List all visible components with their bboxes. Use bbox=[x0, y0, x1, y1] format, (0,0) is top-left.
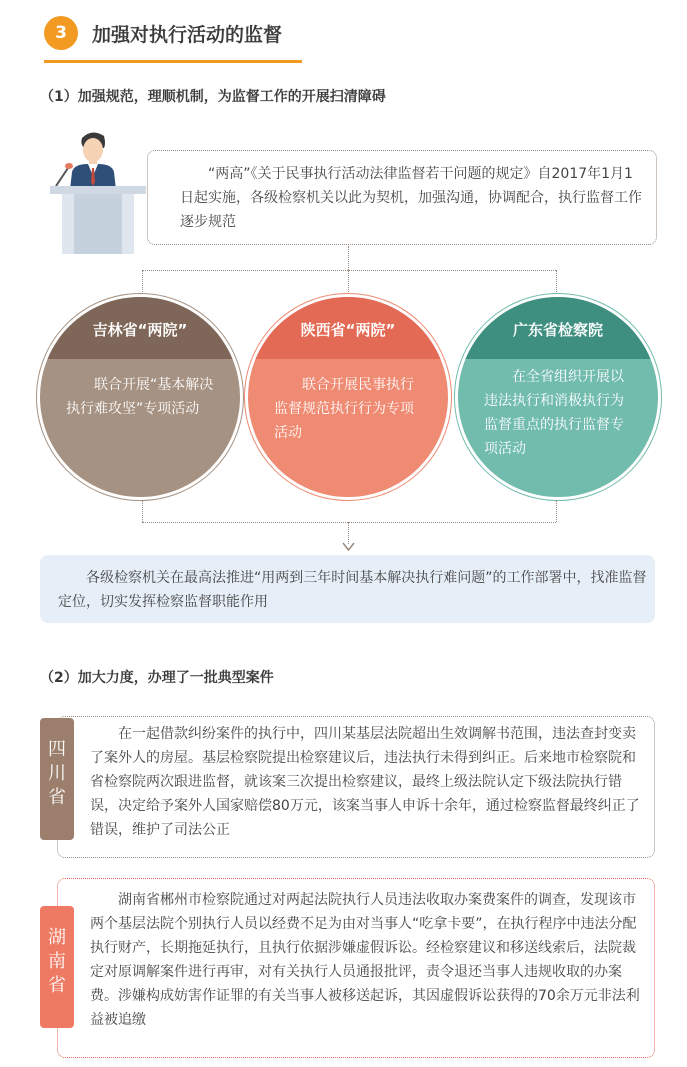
subsection-2-title: （2）加大力度，办理了一批典型案件 bbox=[40, 670, 274, 686]
province-tab-sichuan: 四川省 bbox=[40, 718, 74, 840]
subsection-1-title: （1）加强规范，理顺机制，为监督工作的开展扫清障碍 bbox=[40, 89, 386, 105]
connector bbox=[142, 270, 556, 271]
province-tab-hunan: 湖南省 bbox=[40, 906, 74, 1028]
jilin-circle bbox=[40, 297, 240, 497]
connector bbox=[556, 270, 557, 294]
connector bbox=[348, 522, 349, 544]
section-header bbox=[44, 16, 304, 50]
intro-text: “两高”《关于民事执行活动法律监督若干问题的规定》自2017年1月1日起实施，各级检察机关以此为契机，加强沟通，协调配合，执行监督工作逐步规范 bbox=[180, 166, 642, 230]
section-title: 加强对执行活动的监督 bbox=[92, 24, 283, 46]
connector bbox=[142, 522, 556, 523]
arrow-down-icon bbox=[342, 542, 355, 552]
circle-heading: 吉林省“两院” bbox=[40, 297, 240, 359]
connector bbox=[556, 500, 557, 522]
circle-text: 联合开展“基本解决执行难攻坚”专项活动 bbox=[66, 377, 214, 417]
circle-text: 在全省组织开展以违法执行和消极执行为监督重点的执行监督专项活动 bbox=[484, 369, 624, 457]
circle-text: 联合开展民事执行监督规范执行行为专项活动 bbox=[274, 377, 414, 441]
connector bbox=[142, 500, 143, 522]
shaanxi-circle bbox=[248, 297, 448, 497]
summary-text: 各级检察机关在最高法推进“用两到三年时间基本解决执行难问题”的工作部署中，找准监督定位，切实发挥检察监督职能作用 bbox=[58, 570, 647, 610]
circle-heading: 陕西省“两院” bbox=[248, 297, 448, 359]
guangdong-circle bbox=[458, 297, 658, 497]
speaker-podium-icon bbox=[48, 128, 158, 258]
connector bbox=[142, 270, 143, 294]
circle-heading: 广东省检察院 bbox=[458, 297, 658, 359]
case-text-sichuan: 在一起借款纠纷案件的执行中，四川某基层法院超出生效调解书范围，违法查封变卖了案外人的房屋。基层检察院提出检察建议后，违法执行未得到纠正。后来地市检察院和省检察院两次跟进监督，就该案三次提出检察建议，最终上级法院认定下级法院执行错误，决定给予案外人国家赔偿80万元，该案当事人申诉十余年，通过检察监督最终纠正了错误，维护了司法公正 bbox=[90, 726, 640, 838]
title-underline bbox=[44, 60, 302, 63]
section-number-badge: 3 bbox=[44, 16, 78, 50]
connector bbox=[348, 246, 349, 270]
connector bbox=[348, 270, 349, 294]
case-text-hunan: 湖南省郴州市检察院通过对两起法院执行人员违法收取办案费案件的调查，发现该市两个基层法院个别执行人员以经费不足为由对当事人“吃拿卡要”，在执行程序中违法分配执行财产，长期拖延执行，且执行依据涉嫌虚假诉讼。经检察建议和移送线索后，法院裁定对原调解案件进行再审，对有关执行人员通报批评，责令退还当事人违规收取的办案费。涉嫌构成妨害作证罪的有关当事人被移送起诉，其因虚假诉讼获得的70余万元非法利益被追缴 bbox=[90, 892, 640, 1028]
